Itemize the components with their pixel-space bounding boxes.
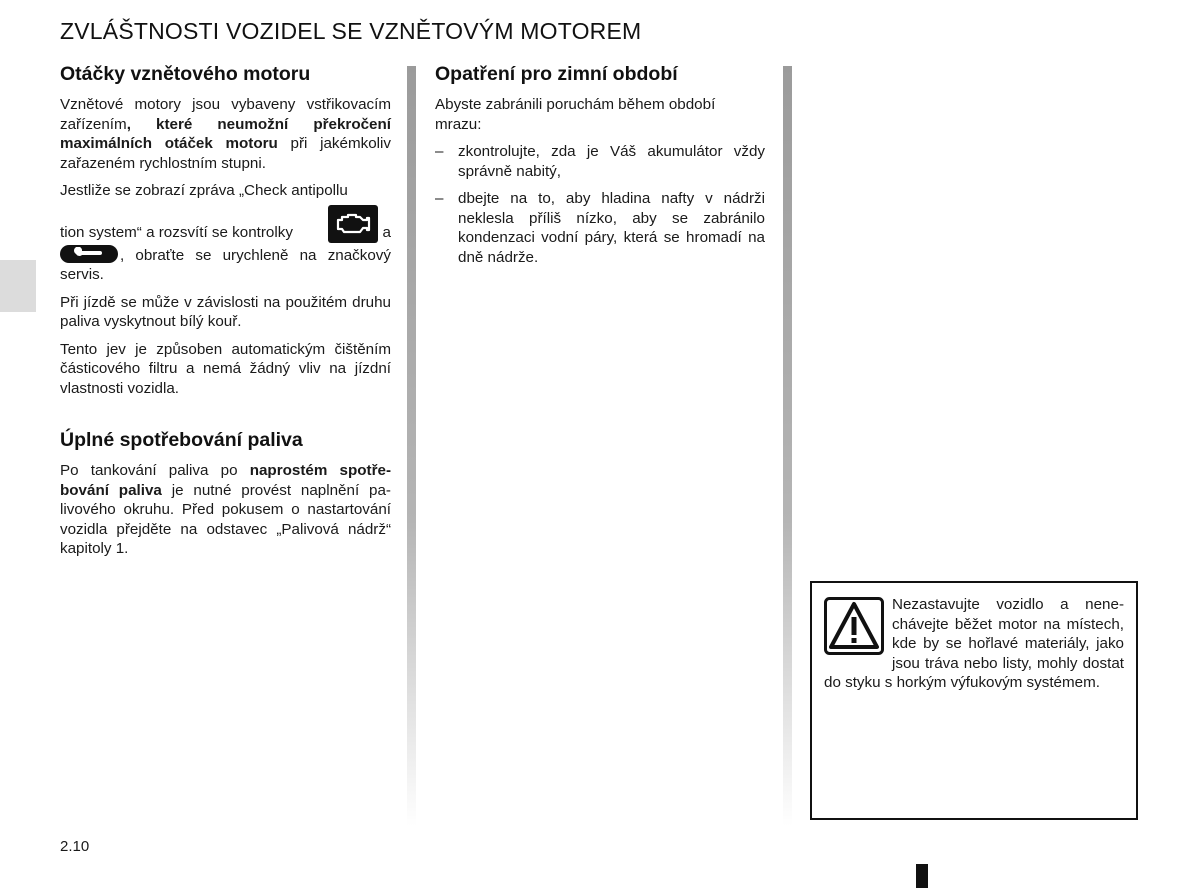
paragraph-particle-filter: Tento jev je způsoben automatickým čištěním částicového filtru a nemá žádný vliv na jízdní vlastnosti vozidla.: [60, 340, 391, 397]
text-injection-a: Vznětové motory jsou vybaveny vstřikovacím zařízením: [60, 96, 391, 133]
column-left: [60, 62, 391, 567]
paragraph-check-antipollution: [60, 181, 391, 201]
list-item-text: zkontrolujte, zda je Váš akumulátor vždy správně nabitý,: [458, 143, 765, 180]
paragraph-injection: [60, 95, 391, 173]
winter-list: [435, 142, 765, 267]
section-heading-diesel-speed: Otáčky vznětového motoru: [60, 63, 311, 85]
corner-mark: [916, 864, 928, 888]
text-fuel-a: Po tankování paliva po: [60, 462, 250, 479]
text-fuel-bold: naprostém spotřebování paliva: [60, 462, 391, 499]
chapter-tab: [0, 260, 36, 312]
dash-mark: –: [435, 143, 444, 160]
paragraph-fuel-exhausted: [60, 461, 391, 559]
paragraph-white-smoke: Při jízdě se může v závislosti na použitém druhu paliva vyskytnout bílý kouř.: [60, 293, 391, 330]
line-with-engine-icon: [60, 205, 391, 243]
list-item: [435, 189, 765, 267]
text-check-d: , obraťte se urychleně na značkový servis.: [60, 246, 391, 283]
text-check-b: tion system“ a rozsvítí se kontrolky: [60, 224, 293, 241]
page-number: 2.10: [60, 838, 90, 855]
text-fuel-c: je nutné provést naplnění palivového okruhu. Před pokusem o nastartování vozidla přejděte na odstavec „Palivová nádrž“ kapitoly 1.: [60, 481, 391, 557]
engine-warning-icon: [328, 205, 378, 243]
text-check-a: Jestliže se zobrazí zpráva „Check antipollu: [60, 182, 348, 199]
column-divider-right: [783, 66, 792, 826]
service-wrench-icon: [60, 245, 118, 263]
text-injection-bold: , které neumožní překročení maximálních otáček motoru: [60, 115, 391, 152]
paragraph-winter-intro: Abyste zabránili poruchám během období mrazu:: [435, 96, 716, 133]
text-check-c: a: [382, 224, 391, 241]
column-middle: [435, 62, 765, 275]
warning-box: [810, 581, 1138, 820]
section-heading-winter: Opatření pro zimní období: [435, 63, 678, 85]
text-injection-c: při jakémkoliv zařazeném rychlostním stupni.: [60, 135, 391, 172]
dash-mark: –: [435, 190, 444, 207]
warning-triangle-icon: [824, 597, 884, 655]
section-heading-fuel-exhausted: Úplné spotřebování paliva: [60, 429, 303, 451]
list-item: [435, 142, 765, 181]
warning-text: Nezastavujte vozidlo a nenechávejte běžet motor na místech, kde by se hořlavé materiály, jako jsou tráva nebo listy, mohly dostat do styku s horkým výfukovým systémem.: [824, 596, 1124, 691]
list-item-text: dbejte na to, aby hladina nafty v nádrži neklesla příliš nízko, aby se zabránilo kondenzaci vodní páry, která se hromadí na dně nádrže.: [458, 190, 765, 266]
paragraph-service: [60, 245, 391, 285]
column-divider-left: [407, 66, 416, 826]
page-title: ZVLÁŠTNOSTI VOZIDEL SE VZNĚTOVÝM MOTOREM: [60, 18, 642, 44]
